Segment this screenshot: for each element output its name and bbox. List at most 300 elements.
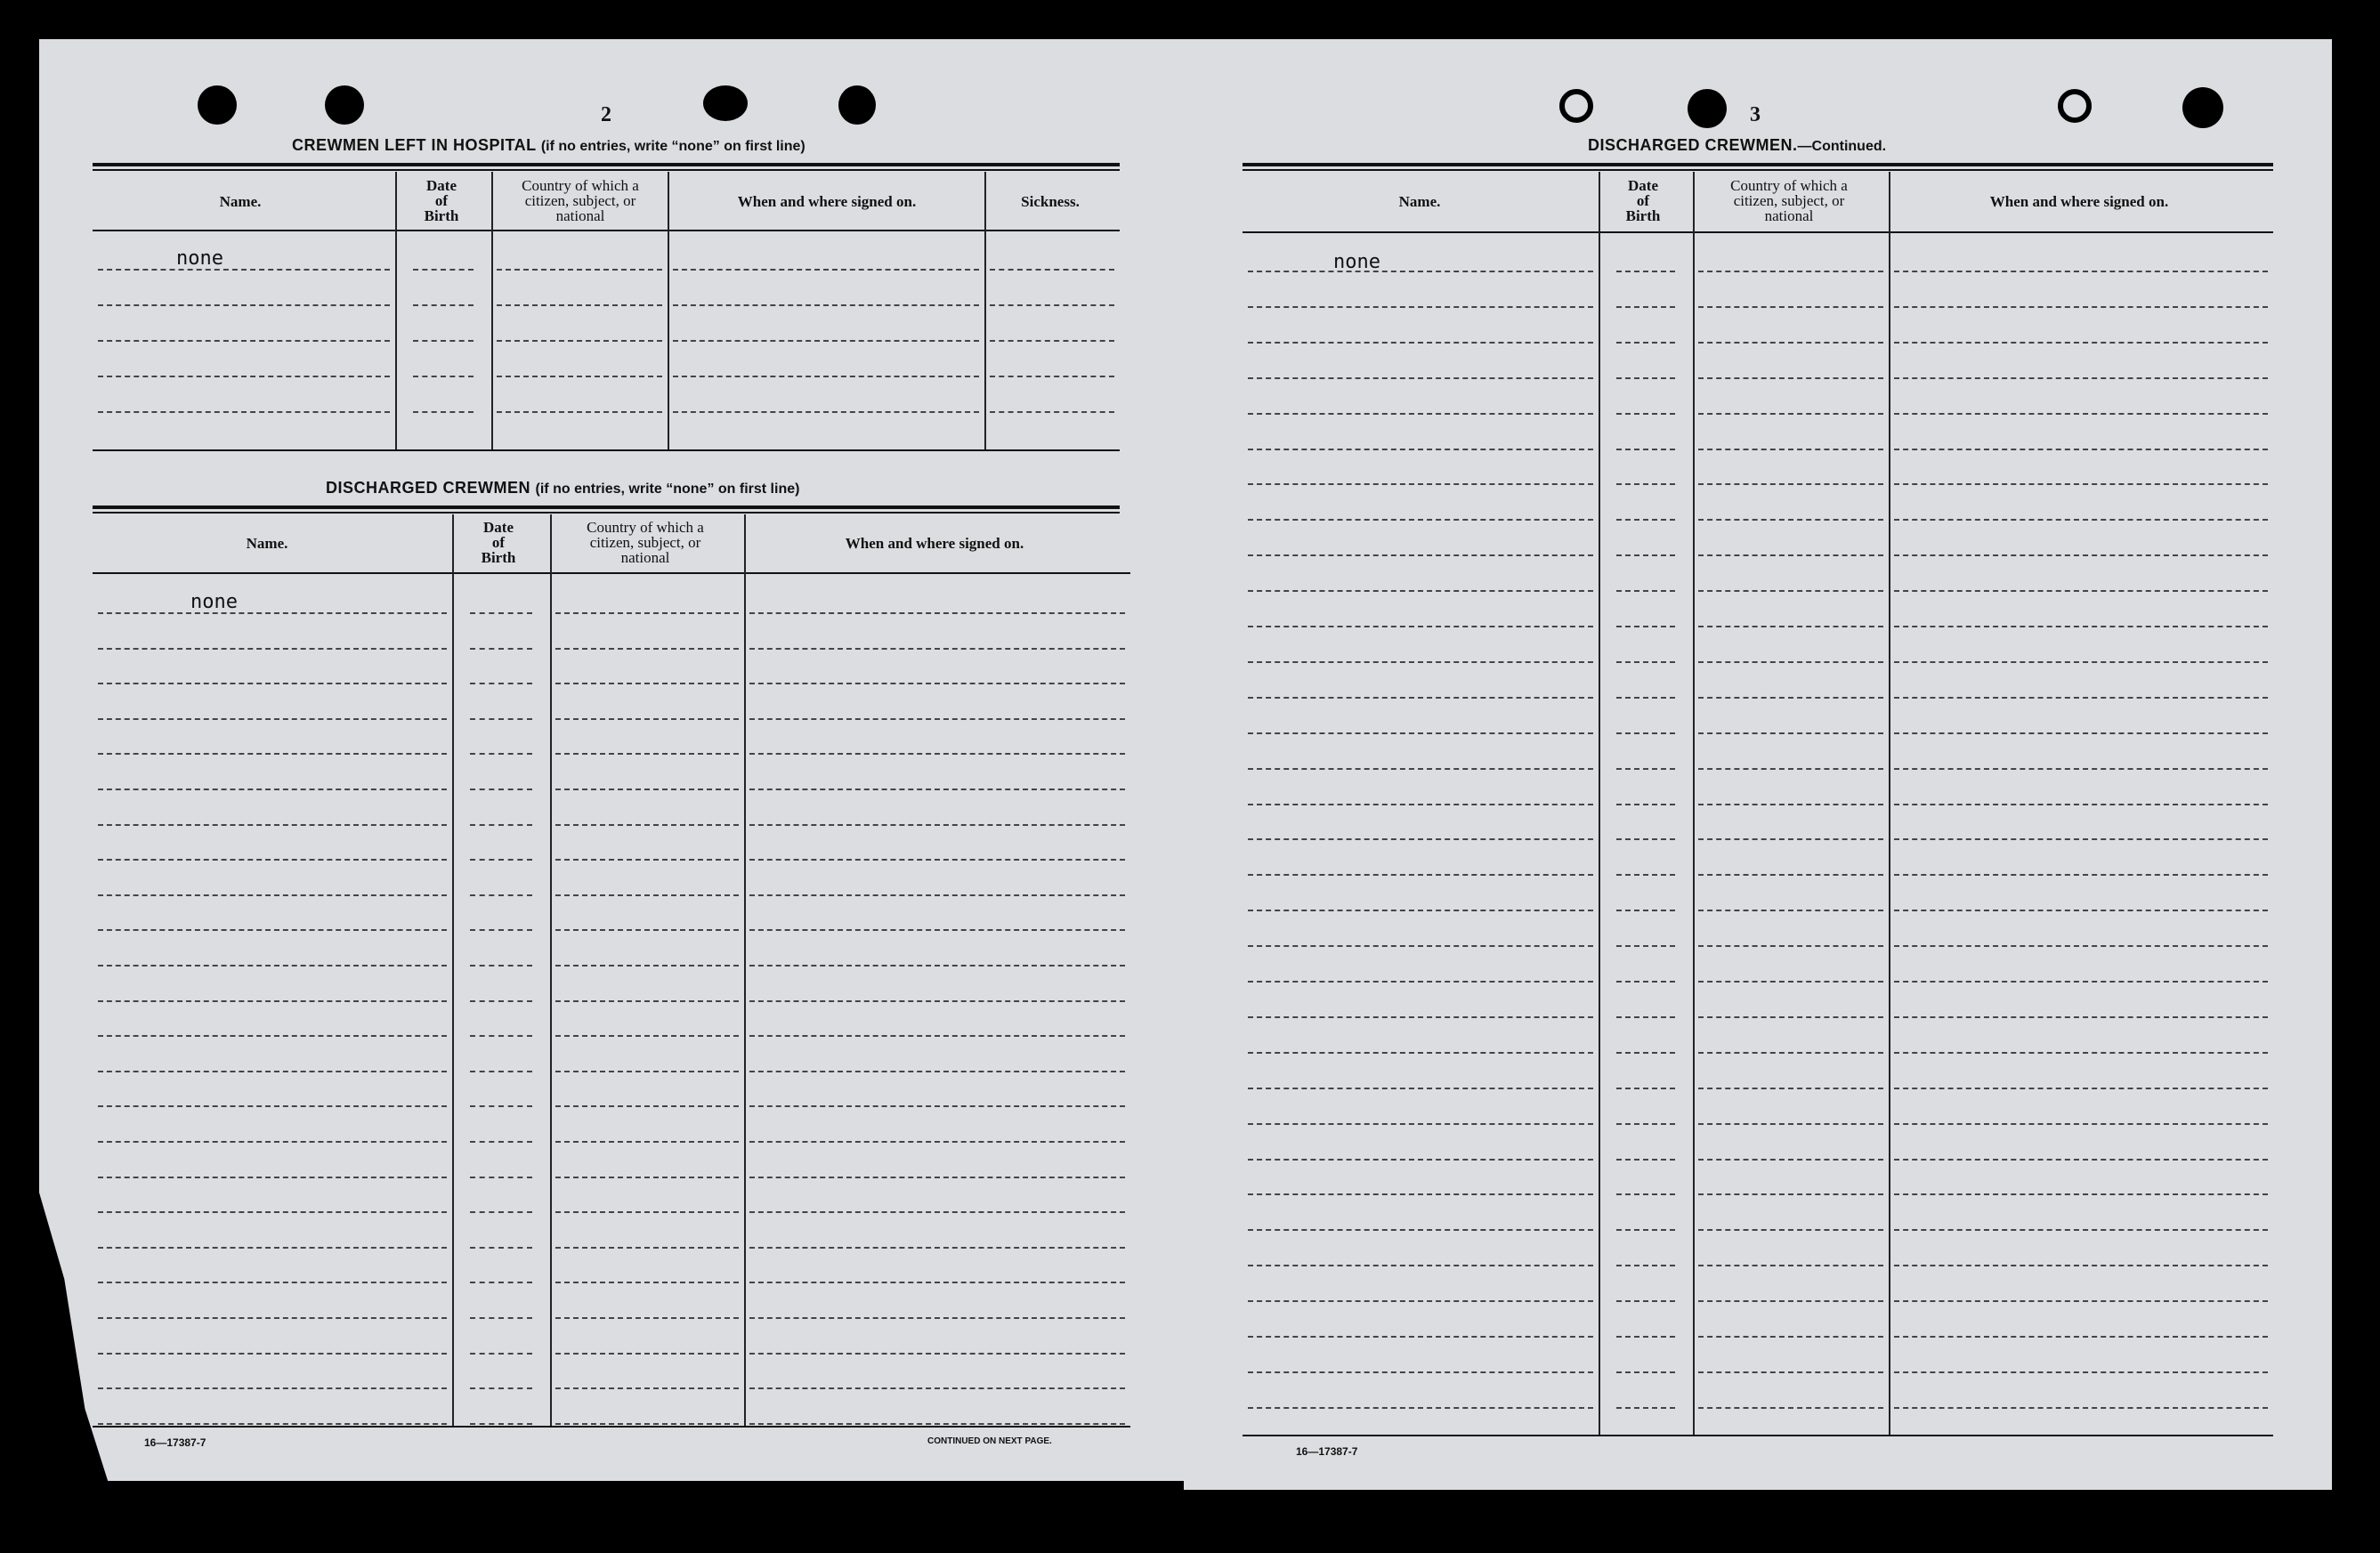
punch-hole	[1688, 89, 1727, 128]
row-line	[470, 718, 532, 720]
discharged-continued-title	[1588, 136, 1886, 155]
row-line	[470, 1105, 532, 1107]
row-line	[1894, 697, 2268, 699]
page-number: 2	[601, 103, 611, 126]
row-line	[555, 1423, 739, 1425]
row-line	[470, 1177, 532, 1178]
row-line	[1894, 874, 2268, 876]
row-line	[555, 1353, 739, 1355]
row-line	[990, 304, 1114, 306]
row-line	[98, 824, 447, 826]
row-line	[1248, 804, 1593, 805]
row-line	[98, 789, 447, 790]
row-line	[990, 269, 1114, 271]
row-line	[470, 648, 532, 650]
row-line	[1698, 804, 1883, 805]
row-line	[1616, 626, 1675, 627]
row-line	[1894, 1371, 2268, 1373]
row-line	[1248, 626, 1593, 627]
row-line	[990, 340, 1114, 342]
row-line	[1616, 590, 1675, 592]
row-line	[1894, 1159, 2268, 1161]
row-line	[470, 1282, 532, 1283]
row-line	[98, 965, 447, 967]
row-line	[470, 824, 532, 826]
row-line	[749, 718, 1125, 720]
row-line	[1616, 874, 1675, 876]
footer-note: CONTINUED ON NEXT PAGE.	[927, 1436, 1052, 1446]
row-line	[1248, 271, 1593, 272]
row-line	[1894, 1088, 2268, 1089]
row-line	[990, 376, 1114, 377]
row-line	[1894, 306, 2268, 308]
row-line	[749, 1317, 1125, 1319]
punch-hole	[325, 85, 364, 125]
row-line	[413, 340, 474, 342]
column-divider	[395, 172, 397, 449]
row-line	[1248, 981, 1593, 983]
row-line	[1248, 590, 1593, 592]
row-line	[749, 1035, 1125, 1037]
row-line	[1616, 1123, 1675, 1125]
row-line	[1248, 768, 1593, 770]
row-line	[555, 718, 739, 720]
row-line	[1616, 554, 1675, 556]
row-line	[1698, 413, 1883, 415]
punch-hole	[838, 85, 876, 125]
row-line	[1698, 483, 1883, 485]
row-line	[555, 1282, 739, 1283]
row-line	[749, 753, 1125, 755]
row-line	[749, 1000, 1125, 1002]
row-line	[1894, 732, 2268, 734]
row-line	[555, 648, 739, 650]
name-entry: none	[190, 591, 238, 613]
column-divider	[984, 172, 986, 449]
row-line	[1248, 697, 1593, 699]
row-line	[1698, 1088, 1883, 1089]
row-line	[749, 612, 1125, 614]
row-line	[98, 1035, 447, 1037]
column-divider	[550, 514, 552, 1426]
row-line	[1248, 910, 1593, 911]
row-line	[470, 894, 532, 896]
section-rule	[93, 512, 1120, 514]
row-line	[1894, 377, 2268, 379]
row-line	[470, 1247, 532, 1249]
row-line	[1616, 945, 1675, 947]
row-line	[749, 894, 1125, 896]
row-line	[1248, 1088, 1593, 1089]
column-header-name: Name.	[1398, 193, 1441, 210]
row-line	[1894, 519, 2268, 521]
row-line	[749, 965, 1125, 967]
row-line	[1698, 838, 1883, 840]
row-line	[555, 1387, 739, 1389]
row-line	[749, 789, 1125, 790]
row-line	[98, 1211, 447, 1213]
row-line	[1894, 838, 2268, 840]
row-line	[749, 1387, 1125, 1389]
row-line	[1248, 1407, 1593, 1409]
row-line	[497, 340, 662, 342]
row-line	[1248, 1159, 1593, 1161]
top-rule	[93, 163, 1120, 166]
row-line	[1248, 483, 1593, 485]
row-line	[1894, 449, 2268, 450]
row-line	[555, 1071, 739, 1072]
row-line	[673, 376, 979, 377]
row-line	[673, 304, 979, 306]
row-line	[749, 683, 1125, 684]
row-line	[749, 1282, 1125, 1283]
row-line	[98, 753, 447, 755]
column-header-signed-on: When and where signed on.	[845, 535, 1024, 552]
row-line	[1248, 732, 1593, 734]
row-line	[413, 376, 474, 377]
header-rule	[93, 230, 1120, 231]
name-entry: none	[1333, 251, 1380, 273]
row-line	[555, 965, 739, 967]
row-line	[1248, 1193, 1593, 1195]
row-line	[1698, 1300, 1883, 1302]
column-header-country: Country of which a citizen, subject, or national	[522, 177, 639, 224]
row-line	[470, 929, 532, 931]
column-header-date-of-birth: Date of Birth	[1625, 177, 1661, 224]
row-line	[1894, 910, 2268, 911]
row-line	[749, 1211, 1125, 1213]
row-line	[497, 269, 662, 271]
row-line	[1248, 342, 1593, 344]
section-title-text: DISCHARGED CREWMEN	[326, 479, 531, 497]
row-line	[1894, 413, 2268, 415]
top-rule	[1243, 163, 2273, 166]
row-line	[1698, 1123, 1883, 1125]
section-instruction: (if no entries, write “none” on first line)	[535, 481, 800, 497]
row-line	[470, 1317, 532, 1319]
row-line	[1616, 306, 1675, 308]
row-line	[470, 612, 532, 614]
punch-hole	[2182, 87, 2223, 128]
row-line	[1616, 377, 1675, 379]
row-line	[749, 1105, 1125, 1107]
row-line	[1698, 554, 1883, 556]
row-line	[1248, 1052, 1593, 1054]
row-line	[1616, 1016, 1675, 1018]
row-line	[98, 340, 390, 342]
column-divider	[744, 514, 746, 1426]
row-line	[497, 376, 662, 377]
row-line	[98, 612, 447, 614]
row-line	[555, 859, 739, 861]
row-line	[1894, 554, 2268, 556]
row-line	[1698, 626, 1883, 627]
row-line	[555, 1317, 739, 1319]
column-divider	[1599, 172, 1600, 1435]
row-line	[1616, 732, 1675, 734]
row-line	[1248, 449, 1593, 450]
row-line	[1698, 1052, 1883, 1054]
row-line	[673, 340, 979, 342]
row-line	[1894, 1123, 2268, 1125]
row-line	[470, 1353, 532, 1355]
row-line	[98, 894, 447, 896]
row-line	[1894, 1336, 2268, 1338]
column-divider	[1889, 172, 1890, 1435]
row-line	[1248, 1123, 1593, 1125]
row-line	[555, 929, 739, 931]
header-rule	[1243, 231, 2273, 233]
row-line	[749, 1423, 1125, 1425]
row-line	[98, 1353, 447, 1355]
row-line	[1248, 874, 1593, 876]
row-line	[1698, 1229, 1883, 1231]
row-line	[1616, 449, 1675, 450]
row-line	[1698, 661, 1883, 663]
row-line	[990, 411, 1114, 413]
row-line	[555, 1177, 739, 1178]
row-line	[1894, 1016, 2268, 1018]
row-line	[1248, 306, 1593, 308]
row-line	[1894, 661, 2268, 663]
row-line	[1248, 377, 1593, 379]
row-line	[1894, 1407, 2268, 1409]
row-line	[1698, 342, 1883, 344]
row-line	[1698, 1016, 1883, 1018]
column-header-name: Name.	[219, 193, 262, 210]
column-header-date-of-birth: Date of Birth	[481, 519, 516, 566]
column-header-country: Country of which a citizen, subject, or national	[587, 519, 704, 566]
row-line	[1698, 590, 1883, 592]
row-line	[470, 753, 532, 755]
row-line	[98, 1247, 447, 1249]
row-line	[1894, 626, 2268, 627]
row-line	[1616, 838, 1675, 840]
row-line	[1616, 1193, 1675, 1195]
row-line	[749, 1247, 1125, 1249]
row-line	[1616, 697, 1675, 699]
row-line	[1248, 838, 1593, 840]
row-line	[1616, 1371, 1675, 1373]
row-line	[497, 304, 662, 306]
row-line	[1616, 1088, 1675, 1089]
row-line	[1616, 483, 1675, 485]
row-line	[1698, 1265, 1883, 1266]
row-line	[98, 1423, 447, 1425]
row-line	[470, 789, 532, 790]
row-line	[98, 1000, 447, 1002]
row-line	[1248, 661, 1593, 663]
row-line	[470, 1071, 532, 1072]
row-line	[749, 1071, 1125, 1072]
row-line	[1894, 804, 2268, 805]
row-line	[1616, 910, 1675, 911]
column-divider	[452, 514, 454, 1426]
row-line	[470, 1387, 532, 1389]
row-line	[1616, 1265, 1675, 1266]
row-line	[1894, 1229, 2268, 1231]
row-line	[470, 1423, 532, 1425]
column-header-sickness: Sickness.	[1021, 193, 1080, 210]
row-line	[98, 718, 447, 720]
row-line	[555, 1000, 739, 1002]
discharged-section-title	[326, 479, 799, 497]
row-line	[1698, 271, 1883, 272]
row-line	[1698, 874, 1883, 876]
section-title-text: DISCHARGED CREWMEN.	[1588, 136, 1798, 154]
row-line	[98, 1177, 447, 1178]
row-line	[555, 1211, 739, 1213]
column-divider	[491, 172, 493, 449]
row-line	[555, 1105, 739, 1107]
row-line	[1698, 1371, 1883, 1373]
row-line	[555, 894, 739, 896]
row-line	[470, 683, 532, 684]
row-line	[98, 1071, 447, 1072]
row-line	[1616, 804, 1675, 805]
row-line	[98, 859, 447, 861]
row-line	[1894, 1300, 2268, 1302]
column-header-signed-on: When and where signed on.	[1989, 193, 2169, 210]
row-line	[555, 683, 739, 684]
row-line	[1894, 271, 2268, 272]
row-line	[1894, 342, 2268, 344]
row-line	[1894, 1265, 2268, 1266]
row-line	[1616, 1407, 1675, 1409]
row-line	[98, 376, 390, 377]
row-line	[1894, 1193, 2268, 1195]
row-line	[470, 1211, 532, 1213]
row-line	[1894, 768, 2268, 770]
row-line	[98, 1282, 447, 1283]
row-line	[98, 304, 390, 306]
column-header-date-of-birth: Date of Birth	[424, 177, 459, 224]
row-line	[98, 648, 447, 650]
column-header-signed-on: When and where signed on.	[737, 193, 917, 210]
row-line	[1248, 1016, 1593, 1018]
row-line	[497, 411, 662, 413]
row-line	[1616, 1229, 1675, 1231]
row-line	[98, 1105, 447, 1107]
punch-hole	[2058, 89, 2092, 123]
row-line	[749, 859, 1125, 861]
row-line	[1894, 590, 2268, 592]
row-line	[1698, 377, 1883, 379]
row-line	[470, 1035, 532, 1037]
section-instruction: (if no entries, write “none” on first line)	[540, 139, 805, 154]
row-line	[1698, 697, 1883, 699]
row-line	[1698, 1159, 1883, 1161]
row-line	[98, 1387, 447, 1389]
row-line	[749, 824, 1125, 826]
row-line	[749, 1141, 1125, 1143]
row-line	[749, 1177, 1125, 1178]
column-header-name: Name.	[246, 535, 288, 552]
column-divider	[668, 172, 669, 449]
row-line	[1698, 1336, 1883, 1338]
section-title-suffix: —Continued.	[1797, 139, 1887, 154]
row-line	[1698, 1193, 1883, 1195]
form-number: 16—17387-7	[1296, 1445, 1358, 1458]
row-line	[555, 789, 739, 790]
row-line	[1698, 519, 1883, 521]
column-divider	[1693, 172, 1695, 1435]
row-line	[1248, 1229, 1593, 1231]
row-line	[555, 612, 739, 614]
row-line	[1698, 1407, 1883, 1409]
row-line	[1616, 271, 1675, 272]
row-line	[1894, 981, 2268, 983]
row-line	[1248, 1265, 1593, 1266]
table-bottom-rule	[1243, 1435, 2273, 1436]
row-line	[1616, 768, 1675, 770]
row-line	[555, 1141, 739, 1143]
row-line	[1698, 306, 1883, 308]
row-line	[1248, 945, 1593, 947]
row-line	[413, 304, 474, 306]
row-line	[1894, 1052, 2268, 1054]
row-line	[555, 1247, 739, 1249]
row-line	[1248, 519, 1593, 521]
row-line	[98, 269, 390, 271]
name-entry: none	[176, 247, 223, 270]
row-line	[413, 411, 474, 413]
row-line	[1616, 981, 1675, 983]
row-line	[1698, 945, 1883, 947]
header-rule	[93, 572, 1130, 574]
row-line	[1616, 413, 1675, 415]
row-line	[1616, 342, 1675, 344]
row-line	[1616, 1052, 1675, 1054]
row-line	[470, 1141, 532, 1143]
row-line	[470, 965, 532, 967]
row-line	[98, 929, 447, 931]
row-line	[1698, 768, 1883, 770]
row-line	[749, 1353, 1125, 1355]
row-line	[1616, 1300, 1675, 1302]
page-number: 3	[1750, 103, 1761, 126]
row-line	[98, 1317, 447, 1319]
top-rule	[93, 169, 1120, 171]
row-line	[98, 683, 447, 684]
row-line	[555, 1035, 739, 1037]
row-line	[555, 824, 739, 826]
row-line	[98, 1141, 447, 1143]
row-line	[470, 859, 532, 861]
row-line	[555, 753, 739, 755]
row-line	[1698, 732, 1883, 734]
row-line	[1248, 413, 1593, 415]
row-line	[1248, 554, 1593, 556]
row-line	[98, 411, 390, 413]
row-line	[1248, 1371, 1593, 1373]
row-line	[1698, 449, 1883, 450]
row-line	[1248, 1336, 1593, 1338]
row-line	[673, 411, 979, 413]
punch-hole	[703, 85, 748, 121]
form-number: 16—17387-7	[144, 1436, 206, 1449]
column-header-country: Country of which a citizen, subject, or national	[1730, 177, 1848, 224]
row-line	[1616, 661, 1675, 663]
punch-hole	[1559, 89, 1593, 123]
row-line	[1698, 910, 1883, 911]
top-rule	[1243, 169, 2273, 171]
section-rule	[93, 506, 1120, 509]
row-line	[1616, 1336, 1675, 1338]
row-line	[673, 269, 979, 271]
row-line	[1616, 1159, 1675, 1161]
row-line	[470, 1000, 532, 1002]
